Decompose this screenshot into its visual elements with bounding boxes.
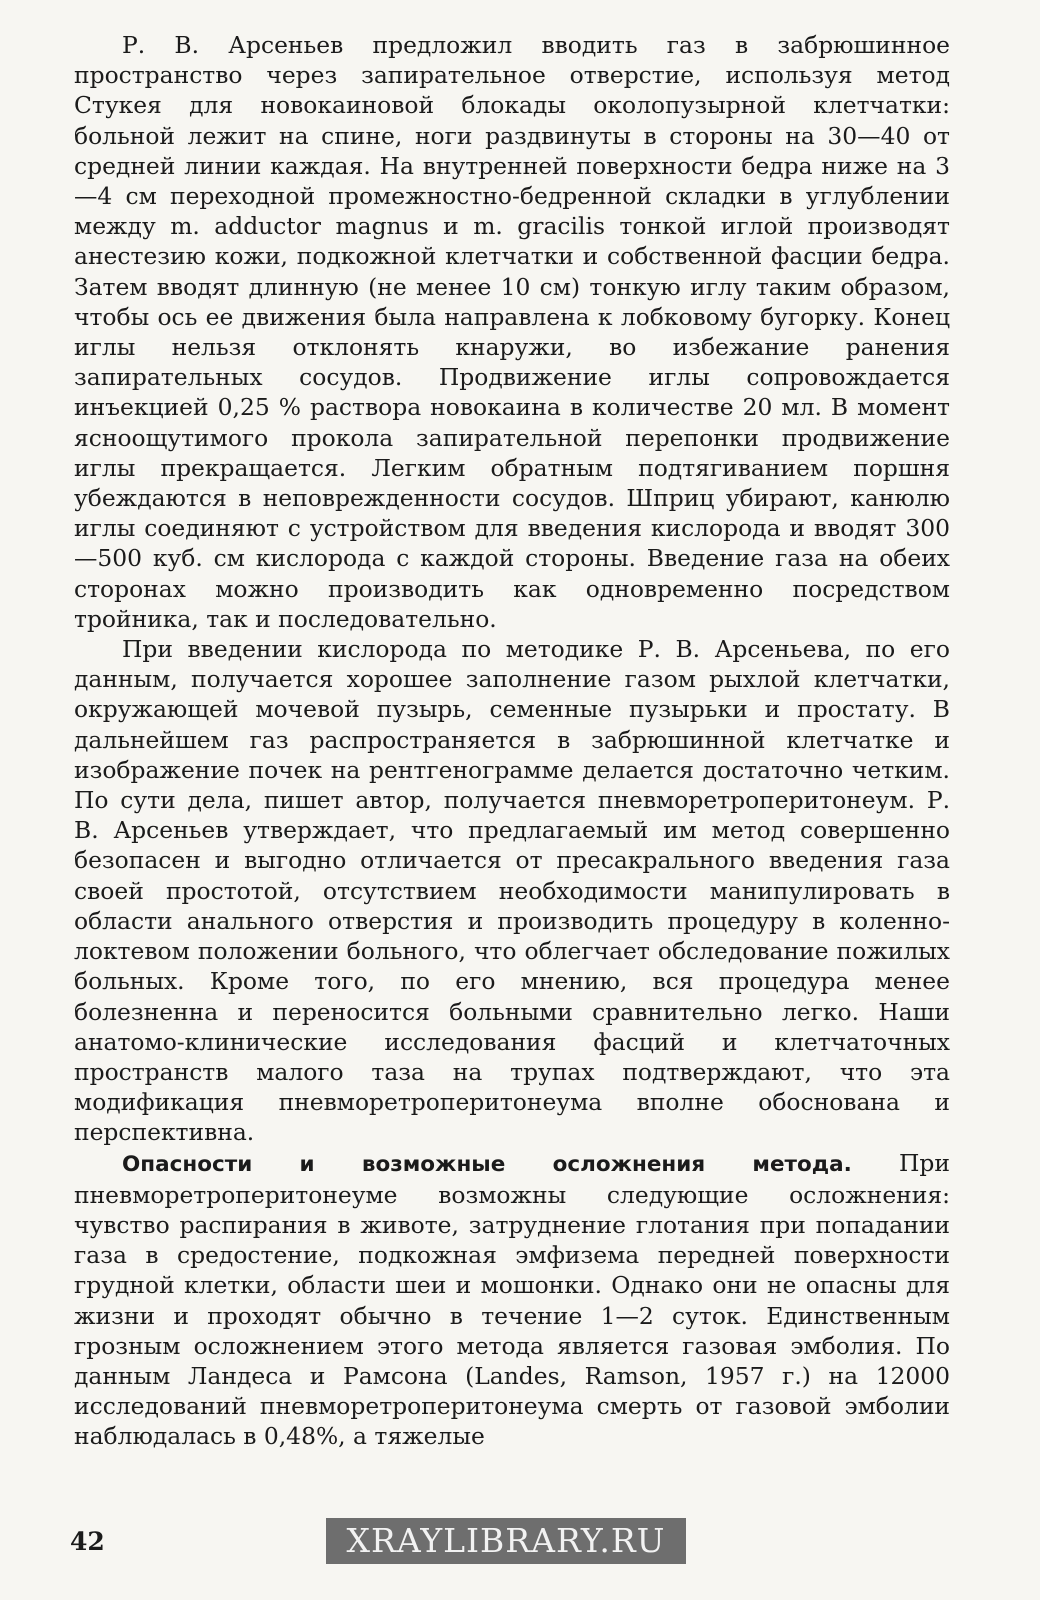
paragraph-dangers (74, 1148, 950, 1452)
page-number: 42 (70, 1527, 105, 1556)
paragraph-arsenev-method: Р. В. Арсеньев предложил вводить газ в забрюшинное пространство через запирательное отверстие, используя метод Стукея для новокаиновой блокады околопузырной клетчатки: больной лежит на спине, ноги раздвинуты в стороны на 30—40 от средней линии каждая. На внутренней поверхности бедра ниже на 3—4 см переходной промежностно-бедренной складки в углублении между m. adductor magnus и m. gracilis тонкой иглой производят анестезию кожи, подкожной клетчатки и собственной фасции бедра. Затем вводят длинную (не менее 10 см) тонкую иглу таким образом, чтобы ось ее движения была направлена к лобковому бугорку. Конец иглы нельзя отклонять кнаружи, во избежание ранения запирательных сосудов. Продвижение иглы сопровождается инъекцией 0,25 % раствора новокаина в количестве 20 мл. В момент ясноощутимого прокола запирательной перепонки продвижение иглы прекращается. Легким обратным подтягиванием поршня убеждаются в неповрежденности сосудов. Шприц убирают, канюлю иглы соединяют с устройством для введения кислорода и вводят 300—500 куб. см кислорода с каждой стороны. Введение газа на обеих сторонах можно производить как одновременно посредством тройника, так и последовательно. (74, 31, 950, 633)
paragraph-oxygen-introduction: При введении кислорода по методике Р. В. Арсеньева, по его данным, получается хорошее заполнение газом рыхлой клетчатки, окружающей мочевой пузырь, семенные пузырьки и простату. В дальнейшем газ распространяется в забрюшинной клетчатке и изображение почек на рентгенограмме делается достаточно четким. По сути дела, пишет автор, получается пневморетроперитонеум. Р. В. Арсеньев утверждает, что предлагаемый им метод совершенно безопасен и выгодно отличается от пресакрального введения газа своей простотой, отсутствием необходимости манипулировать в области анального отверстия и производить процедуру в коленно-локтевом положении больного, что облегчает обследование пожилых больных. Кроме того, по его мнению, вся процедура менее болезненна и переносится больными сравнительно легко. Наши анатомо-клинические исследования фасций и клетчаточных пространств малого таза на трупах подтверждают, что эта модификация пневморетроперитонеума вполне обоснована и перспективна. (74, 635, 950, 1147)
watermark-label: XRAYLIBRARY.RU (326, 1518, 686, 1564)
section-heading-dangers: Опасности и возможные осложнения метода. (122, 1151, 852, 1177)
body-text (74, 30, 950, 1452)
paragraph-dangers-text: При пневморетроперитонеуме возможны следующие осложнения: чувство распирания в животе, затруднение глотания при попадании газа в средостение, подкожная эмфизема передней поверхности грудной клетки, области шеи и мошонки. Однако они не опасны для жизни и проходят обычно в течение 1—2 суток. Единственным грозным осложнением этого метода является газовая эмболия. По данным Ландеса и Рамсона (Landes, Ramson, 1957 г.) на 12000 исследований пневморетроперитонеума смерть от газовой эмболии наблюдалась в 0,48%, а тяжелые (74, 1148, 950, 1451)
